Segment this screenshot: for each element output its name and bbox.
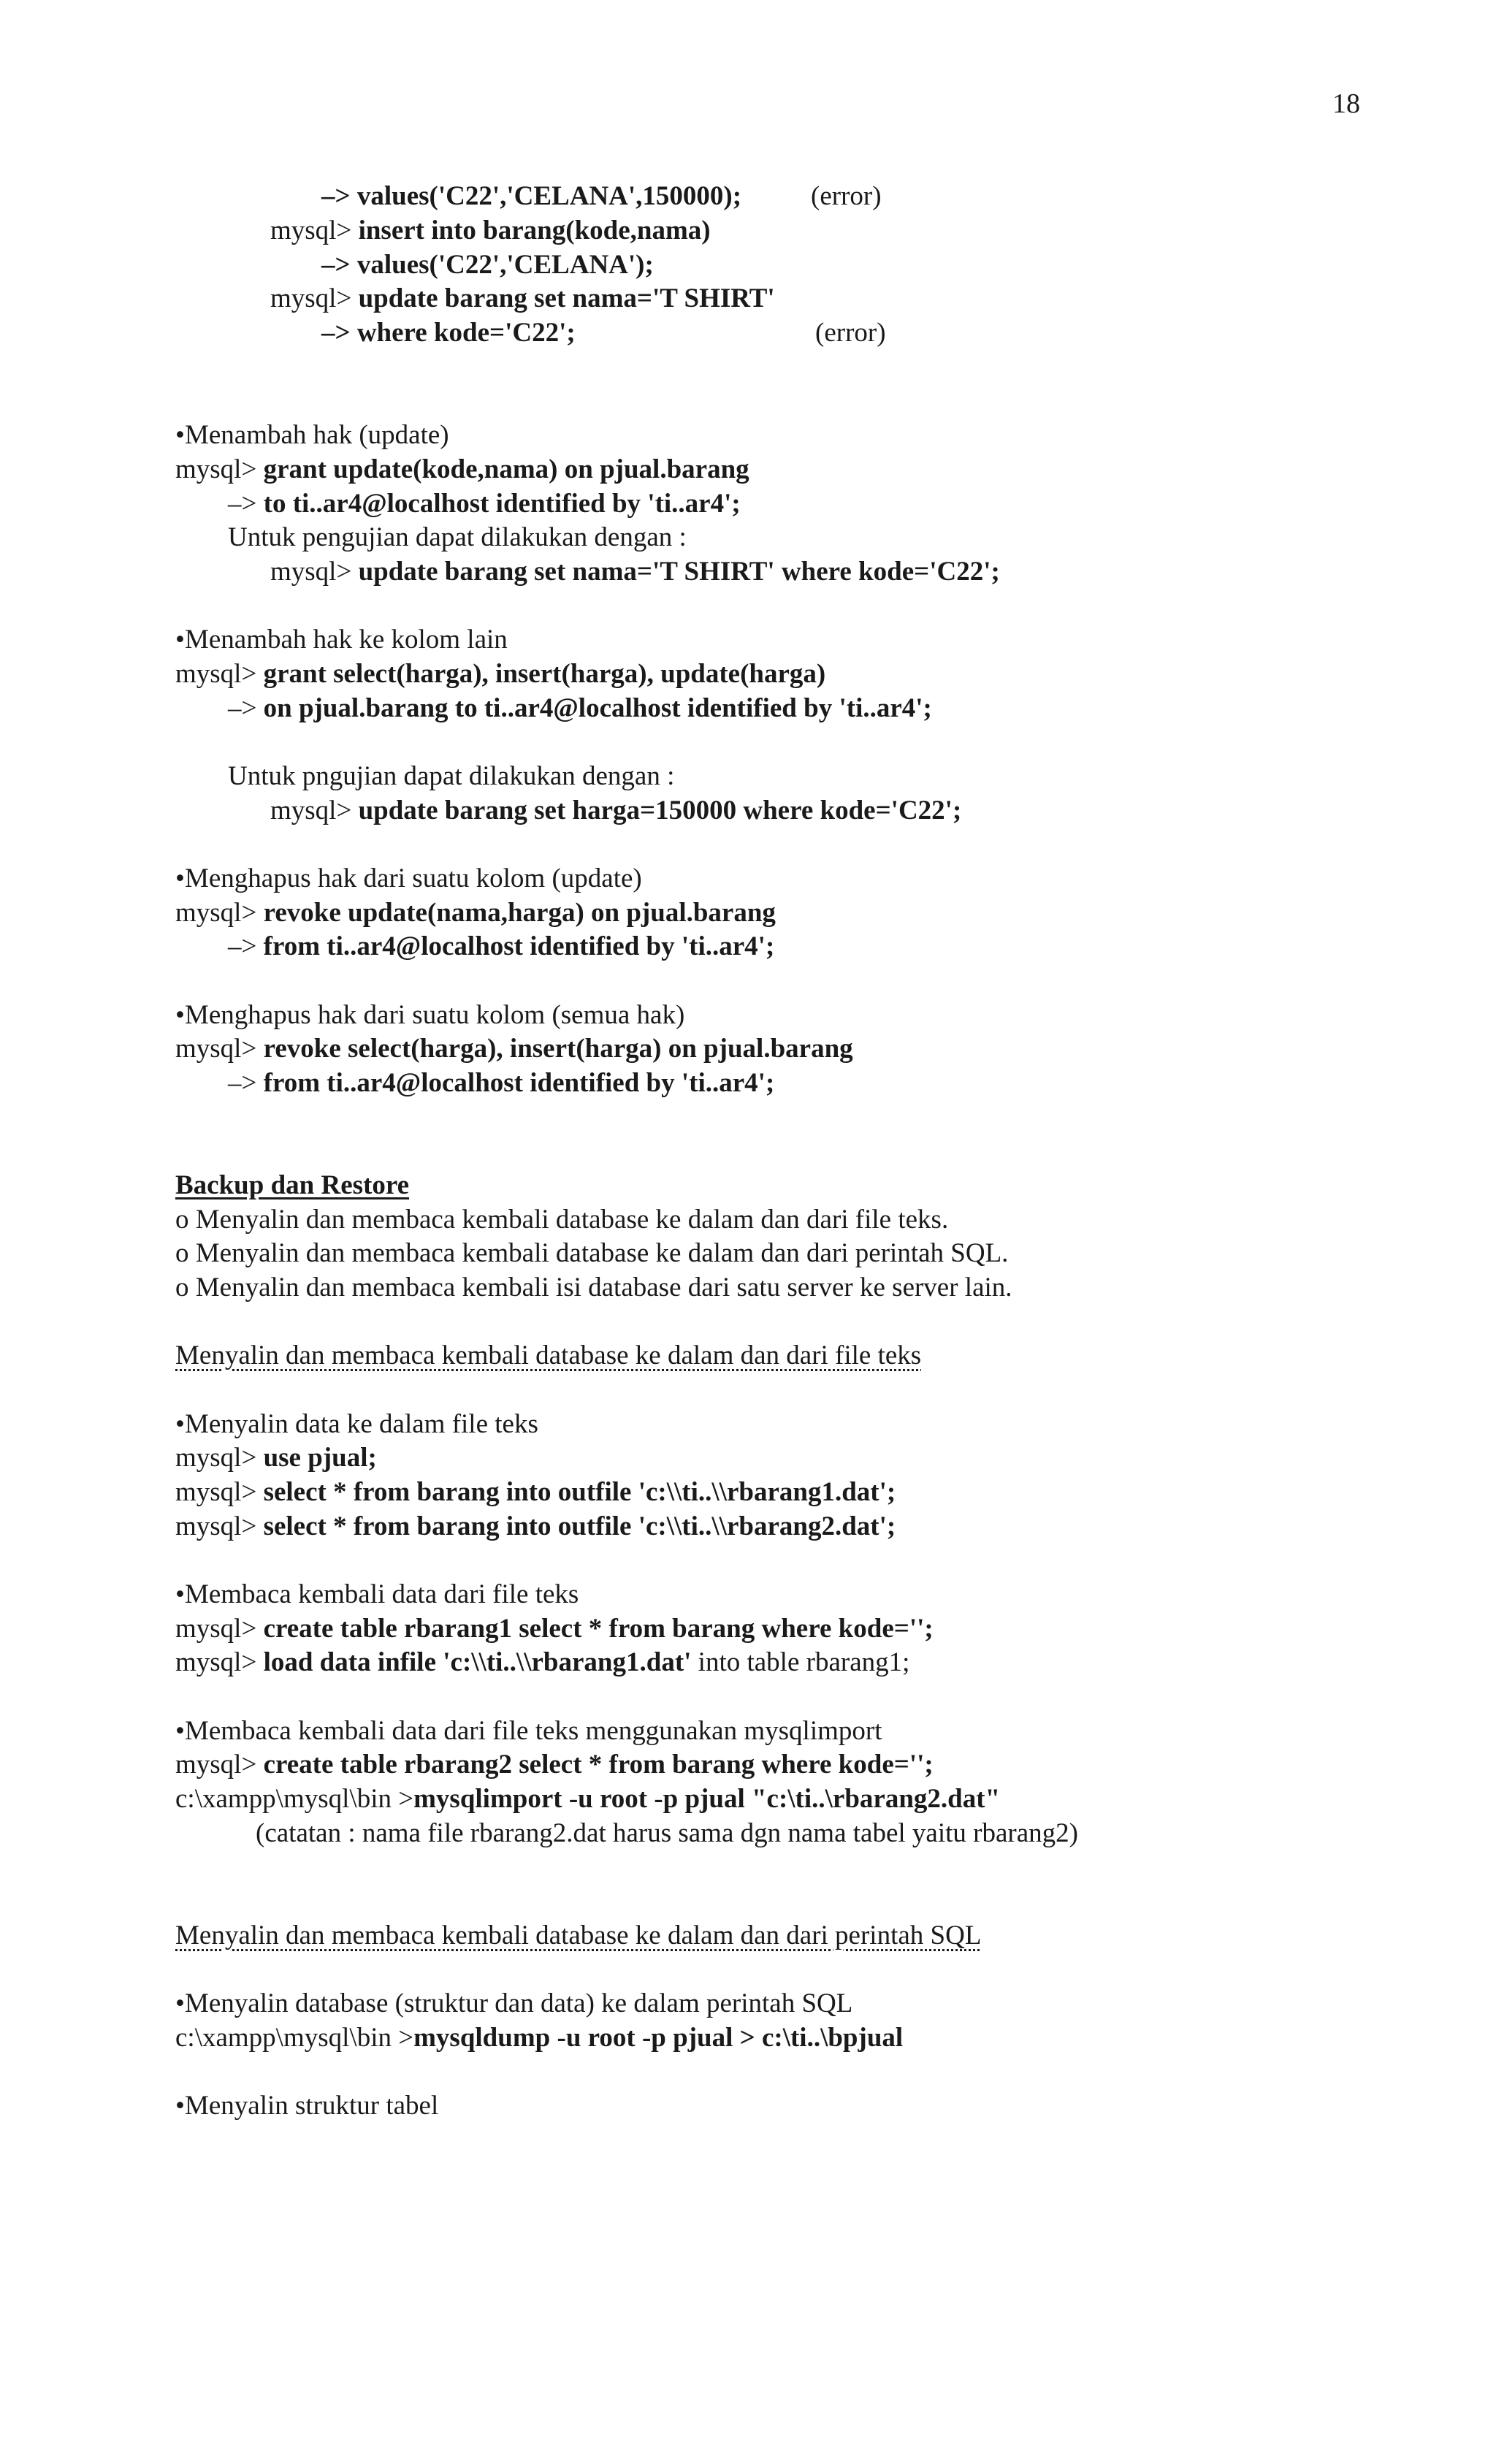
- section-title: •Menyalin struktur tabel: [175, 2091, 439, 2121]
- page-number: 18: [1332, 88, 1360, 119]
- code-line: –> to ti..ar4@localhost identified by 'ti..ar4';: [228, 489, 741, 519]
- code-line: –> from ti..ar4@localhost identified by 'ti..ar4';: [228, 931, 775, 961]
- list-item: o Menyalin dan membaca kembali database ke dalam dan dari file teks.: [175, 1205, 949, 1235]
- note-line: (catatan : nama file rbarang2.dat harus sama dgn nama tabel yaitu rbarang2): [256, 1818, 1078, 1848]
- code-line: mysql> use pjual;: [175, 1443, 377, 1473]
- code-line: mysql> grant select(harga), insert(harga), update(harga): [175, 659, 826, 689]
- section-title: •Membaca kembali data dari file teks menggunakan mysqlimport: [175, 1716, 882, 1746]
- code-line: mysql> revoke select(harga), insert(harga) on pjual.barang: [175, 1034, 853, 1064]
- code-line: mysql> create table rbarang1 select * from barang where kode='';: [175, 1614, 934, 1644]
- code-line: mysql> grant update(kode,nama) on pjual.barang: [175, 454, 749, 484]
- section-title: •Menyalin database (struktur dan data) ke dalam perintah SQL: [175, 1988, 853, 2018]
- code-line: mysql> select * from barang into outfile 'c:\\ti..\\rbarang1.dat';: [175, 1477, 896, 1507]
- list-item: o Menyalin dan membaca kembali isi database dari satu server ke server lain.: [175, 1273, 1012, 1302]
- section-title: •Menambah hak ke kolom lain: [175, 625, 508, 655]
- code-line: mysql> select * from barang into outfile 'c:\\ti..\\rbarang2.dat';: [175, 1511, 896, 1541]
- code-line: –> values('C22','CELANA');: [321, 250, 654, 280]
- code-line: mysql> insert into barang(kode,nama): [270, 215, 711, 245]
- code-line: mysql> update barang set harga=150000 where kode='C22';: [270, 796, 962, 825]
- text-line: Untuk pngujian dapat dilakukan dengan :: [228, 761, 675, 791]
- code-line: mysql> load data infile 'c:\\ti..\\rbarang1.dat' into table rbarang1;: [175, 1647, 910, 1677]
- subheading-perintah-sql: Menyalin dan membaca kembali database ke dalam dan dari perintah SQL: [175, 1921, 982, 1950]
- section-title: •Menghapus hak dari suatu kolom (semua hak): [175, 1000, 685, 1030]
- list-item: o Menyalin dan membaca kembali database ke dalam dan dari perintah SQL.: [175, 1238, 1009, 1268]
- subheading-file-teks: Menyalin dan membaca kembali database ke dalam dan dari file teks: [175, 1340, 922, 1370]
- section-title: •Menambah hak (update): [175, 420, 449, 450]
- code-line: –> from ti..ar4@localhost identified by 'ti..ar4';: [228, 1068, 775, 1098]
- error-note: (error): [815, 318, 886, 348]
- section-title: •Membaca kembali data dari file teks: [175, 1579, 579, 1609]
- section-title: •Menghapus hak dari suatu kolom (update): [175, 863, 642, 893]
- error-note: (error): [811, 181, 882, 211]
- code-line: –> values('C22','CELANA',150000);: [321, 181, 742, 211]
- code-line: mysql> update barang set nama='T SHIRT': [270, 283, 775, 313]
- code-line: c:\xampp\mysql\bin >mysqldump -u root -p pjual > c:\ti..\bpjual: [175, 2023, 904, 2053]
- code-line: mysql> revoke update(nama,harga) on pjual.barang: [175, 898, 776, 928]
- code-line: c:\xampp\mysql\bin >mysqlimport -u root -p pjual "c:\ti..\rbarang2.dat": [175, 1784, 1001, 1814]
- code-line: mysql> update barang set nama='T SHIRT' where kode='C22';: [270, 557, 1000, 587]
- heading-backup-restore: Backup dan Restore: [175, 1170, 410, 1200]
- section-title: •Menyalin data ke dalam file teks: [175, 1409, 538, 1439]
- code-line: mysql> create table rbarang2 select * from barang where kode='';: [175, 1750, 934, 1780]
- text-line: Untuk pengujian dapat dilakukan dengan :: [228, 522, 687, 552]
- code-line: –> on pjual.barang to ti..ar4@localhost identified by 'ti..ar4';: [228, 693, 932, 723]
- code-line: –> where kode='C22';: [321, 318, 576, 348]
